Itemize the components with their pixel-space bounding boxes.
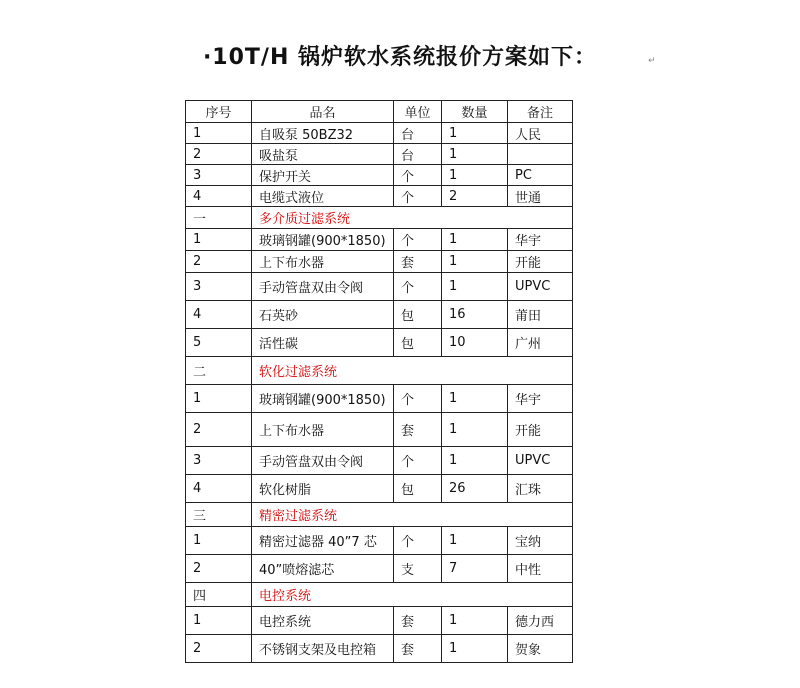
section-number: 三	[186, 503, 252, 527]
item-name: 不锈钢支架及电控箱	[252, 635, 394, 663]
section-row	[186, 357, 573, 385]
item-note: 人民	[508, 123, 573, 144]
row-number: 2	[186, 635, 252, 663]
item-note: 贺象	[508, 635, 573, 663]
table-row	[186, 165, 573, 186]
item-note: 华宇	[508, 385, 573, 413]
item-note: 德力西	[508, 607, 573, 635]
item-qty: 1	[442, 413, 508, 447]
section-name: 电控系统	[252, 583, 573, 607]
section-name: 精密过滤系统	[252, 503, 573, 527]
item-qty: 7	[442, 555, 508, 583]
item-name: 自吸泵 50BZ32	[252, 123, 394, 144]
section-row	[186, 503, 573, 527]
table-row	[186, 301, 573, 329]
row-number: 4	[186, 475, 252, 503]
item-unit: 个	[394, 527, 442, 555]
title-text: ·10T/H 锅炉软水系统报价方案如下：	[202, 45, 598, 70]
table-row	[186, 273, 573, 301]
section-number: 二	[186, 357, 252, 385]
item-note: UPVC	[508, 447, 573, 475]
item-qty: 1	[442, 385, 508, 413]
row-number: 2	[186, 413, 252, 447]
row-number: 3	[186, 447, 252, 475]
document-title	[0, 40, 800, 71]
row-number: 3	[186, 273, 252, 301]
item-note: 开能	[508, 413, 573, 447]
table-row	[186, 329, 573, 357]
item-qty: 1	[442, 165, 508, 186]
item-note: PC	[508, 165, 573, 186]
item-name: 保护开关	[252, 165, 394, 186]
item-name: 石英砂	[252, 301, 394, 329]
item-note: 世通	[508, 186, 573, 207]
item-qty: 1	[442, 144, 508, 165]
table-row	[186, 447, 573, 475]
header-note: 备注	[508, 101, 573, 123]
item-qty: 1	[442, 229, 508, 251]
item-unit: 套	[394, 607, 442, 635]
item-qty: 1	[442, 447, 508, 475]
table-row	[186, 385, 573, 413]
item-qty: 1	[442, 607, 508, 635]
table-header-row	[186, 101, 573, 123]
row-number: 2	[186, 251, 252, 273]
item-qty: 1	[442, 251, 508, 273]
item-name: 软化树脂	[252, 475, 394, 503]
item-name: 玻璃钢罐(900*1850)	[252, 229, 394, 251]
item-qty: 1	[442, 273, 508, 301]
table-row	[186, 144, 573, 165]
row-number: 4	[186, 186, 252, 207]
header-qty: 数量	[442, 101, 508, 123]
item-note: 汇珠	[508, 475, 573, 503]
row-number: 2	[186, 555, 252, 583]
item-qty: 1	[442, 635, 508, 663]
item-unit: 包	[394, 329, 442, 357]
item-unit: 台	[394, 123, 442, 144]
item-name: 活性碳	[252, 329, 394, 357]
header-no: 序号	[186, 101, 252, 123]
row-number: 1	[186, 123, 252, 144]
item-unit: 个	[394, 229, 442, 251]
item-name: 40”喷熔滤芯	[252, 555, 394, 583]
item-unit: 台	[394, 144, 442, 165]
item-unit: 个	[394, 273, 442, 301]
item-name: 上下布水器	[252, 413, 394, 447]
item-qty: 26	[442, 475, 508, 503]
quotation-table	[185, 100, 573, 663]
row-number: 3	[186, 165, 252, 186]
row-number: 4	[186, 301, 252, 329]
item-unit: 套	[394, 635, 442, 663]
table-row	[186, 413, 573, 447]
row-number: 1	[186, 527, 252, 555]
section-number: 一	[186, 207, 252, 229]
item-unit: 支	[394, 555, 442, 583]
row-number: 2	[186, 144, 252, 165]
item-unit: 个	[394, 447, 442, 475]
item-note: 广州	[508, 329, 573, 357]
table-row	[186, 607, 573, 635]
table-row	[186, 251, 573, 273]
table-row	[186, 475, 573, 503]
header-unit: 单位	[394, 101, 442, 123]
item-qty: 1	[442, 123, 508, 144]
row-number: 1	[186, 385, 252, 413]
item-note: 莆田	[508, 301, 573, 329]
item-name: 手动管盘双由令阀	[252, 273, 394, 301]
item-unit: 包	[394, 475, 442, 503]
table-row	[186, 229, 573, 251]
table-row	[186, 186, 573, 207]
item-name: 上下布水器	[252, 251, 394, 273]
item-name: 电缆式液位	[252, 186, 394, 207]
item-unit: 个	[394, 385, 442, 413]
item-note: 华宇	[508, 229, 573, 251]
section-row	[186, 583, 573, 607]
item-name: 手动管盘双由令阀	[252, 447, 394, 475]
table-row	[186, 123, 573, 144]
row-number: 1	[186, 607, 252, 635]
table-row	[186, 635, 573, 663]
table-row	[186, 527, 573, 555]
item-note: 中性	[508, 555, 573, 583]
item-unit: 套	[394, 413, 442, 447]
row-number: 5	[186, 329, 252, 357]
item-unit: 个	[394, 165, 442, 186]
section-name: 多介质过滤系统	[252, 207, 573, 229]
item-name: 电控系统	[252, 607, 394, 635]
item-qty: 1	[442, 527, 508, 555]
item-unit: 个	[394, 186, 442, 207]
item-name: 精密过滤器 40”7 芯	[252, 527, 394, 555]
item-qty: 2	[442, 186, 508, 207]
table-row	[186, 555, 573, 583]
item-qty: 10	[442, 329, 508, 357]
item-name: 玻璃钢罐(900*1850)	[252, 385, 394, 413]
item-note: 宝纳	[508, 527, 573, 555]
header-name: 品名	[252, 101, 394, 123]
paragraph-mark-icon: ↵	[648, 56, 656, 66]
row-number: 1	[186, 229, 252, 251]
section-number: 四	[186, 583, 252, 607]
item-note	[508, 144, 573, 165]
section-name: 软化过滤系统	[252, 357, 573, 385]
section-row	[186, 207, 573, 229]
item-unit: 套	[394, 251, 442, 273]
item-unit: 包	[394, 301, 442, 329]
item-note: 开能	[508, 251, 573, 273]
item-name: 吸盐泵	[252, 144, 394, 165]
item-note: UPVC	[508, 273, 573, 301]
item-qty: 16	[442, 301, 508, 329]
